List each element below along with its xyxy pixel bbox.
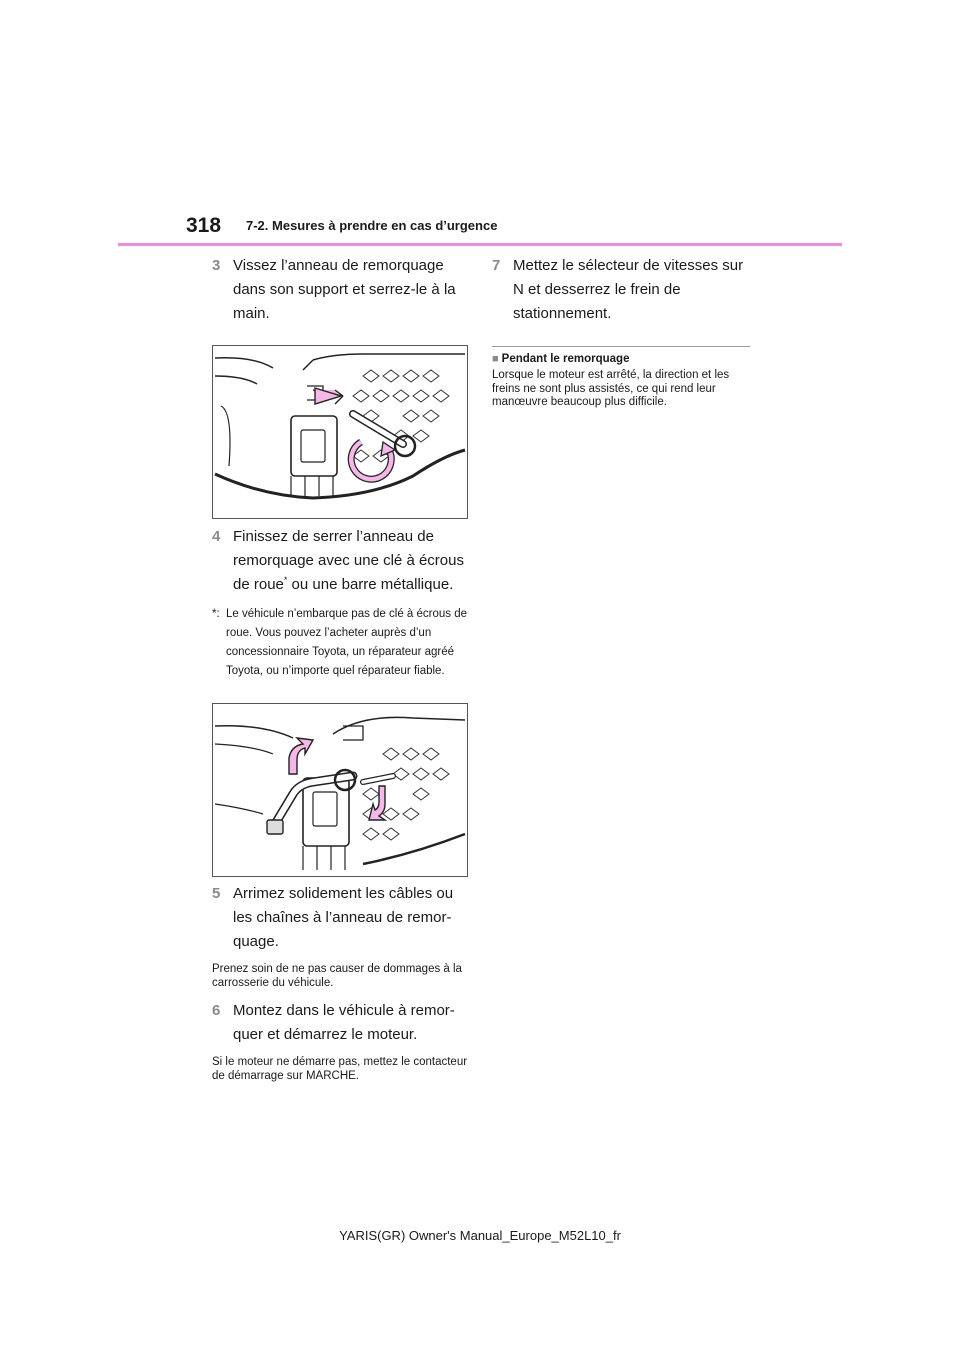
subheading-text: Pendant le remorquage [501,353,630,365]
square-bullet-icon: ■ [492,353,499,365]
step-7 [492,254,750,326]
section-divider [492,346,750,347]
left-column [212,254,468,1083]
step-number: 5 [212,885,221,902]
footnote-star: * [283,575,288,585]
step-text: Vissez l’anneau de remorquage dans son support et serrez-le à la main. [233,257,456,322]
step-4 [212,525,468,597]
footnote [212,605,468,681]
step-text-end: ou une barre métallique. [287,576,454,593]
subheading-body: Lorsque le moteur est arrêté, la direction et les freins ne sont plus assistés, ce qui rend leur manœuvre beaucoup plus difficile. [492,369,730,408]
figure-tighten-tow-hook [212,703,468,877]
step-number: 4 [212,528,221,545]
step-number: 3 [212,257,221,274]
step-text: Montez dans le véhicule à remorquer et démarrez le moteur. [233,1002,455,1043]
note-step-6: Si le moteur ne démarre pas, mettez le contacteur de démarrage sur MARCHE. [212,1056,468,1082]
section-title: 7-2. Mesures à prendre en cas d’urgence [246,218,498,233]
footer: YARIS(GR) Owner's Manual_Europe_M52L10_fr [339,1228,621,1243]
tow-hook-hand-screw-illustration [213,346,467,518]
step-text: Mettez le sélecteur de vitesses sur N et desserrez le frein de stationnement. [513,257,744,322]
footnote-mark: *: [212,608,220,620]
step-number: 6 [212,1002,221,1019]
figure-screw-tow-hook [212,345,468,519]
tow-hook-wrench-tighten-illustration [213,704,467,876]
right-column [492,254,750,410]
subheading [492,352,750,367]
step-6 [212,999,468,1047]
step-text: Finissez de serrer l’anneau de remorquage avec une clé à écrous de roue [233,528,464,593]
step-5 [212,882,468,954]
header-rule [118,243,842,246]
step-text: Arrimez solidement les câbles ou les chaînes à l’anneau de remorquage. [233,885,454,950]
note-step-5: Prenez soin de ne pas causer de dommages à la carrosserie du véhicule. [212,963,462,989]
page-number: 318 [186,214,222,237]
footnote-text: Le véhicule n’embarque pas de clé à écrous de roue. Vous pouvez l’acheter auprès d’un concessionnaire Toyota, un réparateur agréé Toyota, ou n’importe quel réparateur fiable. [226,608,468,677]
step-number: 7 [492,257,501,274]
step-3 [212,254,468,326]
